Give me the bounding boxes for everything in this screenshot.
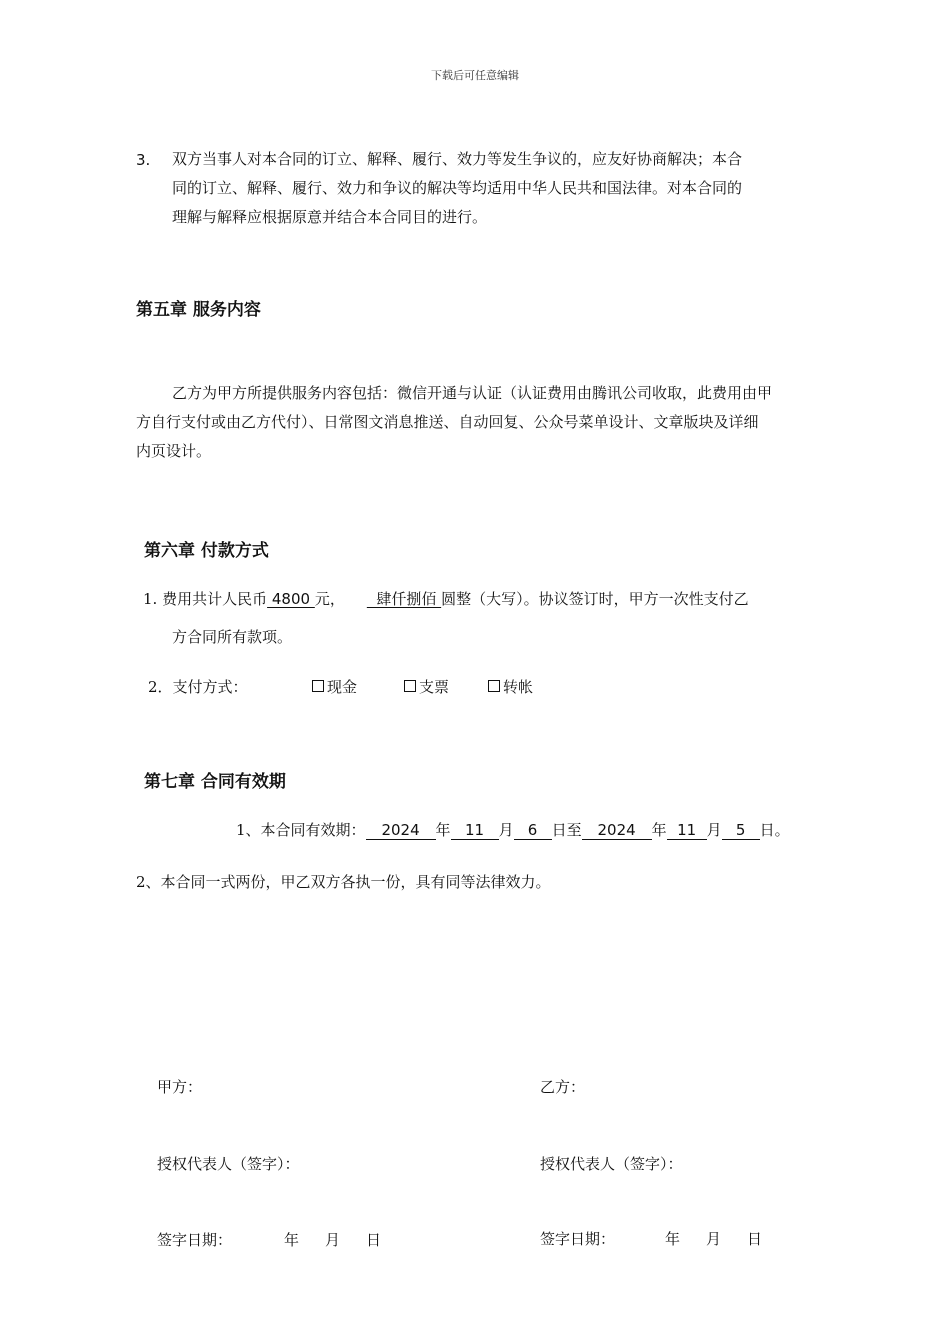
validity-prefix: 1、本合同有效期： xyxy=(236,821,366,839)
chapter-5-title: 第五章 服务内容 xyxy=(136,300,261,320)
chapter-7-title: 第七章 合同有效期 xyxy=(144,772,286,792)
chapter-5-line: 内页设计。 xyxy=(136,442,212,460)
party-a-sign-date xyxy=(157,1229,381,1250)
day-label: 日 xyxy=(747,1230,763,1248)
party-a-representative: 授权代表人（签字）： xyxy=(157,1155,300,1173)
start-year: 2024 xyxy=(366,821,436,840)
payment-option-transfer[interactable] xyxy=(488,676,533,697)
validity-copies-text: 2、本合同一式两份，甲乙双方各执一份，具有同等法律效力。 xyxy=(136,873,551,891)
checkbox-icon[interactable] xyxy=(404,680,416,692)
payment-suffix: 圆整（大写）。协议签订时，甲方一次性支付乙 xyxy=(441,590,749,608)
validity-period-line xyxy=(236,819,790,840)
chapter-5-line: 方自行支付或由乙方代付）、日常图文消息推送、自动回复、公众号菜单设计、文章版块及详细 xyxy=(136,413,759,431)
chapter-5-body xyxy=(136,379,772,466)
day-end-label: 日。 xyxy=(759,821,790,839)
chapter-6-title: 第六章 付款方式 xyxy=(144,541,269,561)
party-a-label: 甲方： xyxy=(157,1078,203,1096)
option-label: 转帐 xyxy=(503,678,534,696)
payment-amount-line xyxy=(143,588,749,609)
payment-amount: 4800 xyxy=(267,590,315,608)
day-to-label: 日至 xyxy=(551,821,582,839)
start-day: 6 xyxy=(514,821,552,840)
payment-option-cash[interactable] xyxy=(312,676,357,697)
month-label: 月 xyxy=(706,821,722,839)
year-label: 年 xyxy=(665,1230,681,1248)
party-b-sign-date xyxy=(540,1228,762,1249)
clause-3-line: 理解与解释应根据原意并结合本合同目的进行。 xyxy=(172,208,488,226)
payment-prefix: 1. 费用共计人民币 xyxy=(143,590,268,608)
date-label: 签字日期： xyxy=(540,1230,616,1248)
clause-3-line: 双方当事人对本合同的订立、解释、履行、效力等发生争议的，应友好协商解决；本合 xyxy=(172,150,743,168)
party-b-representative: 授权代表人（签字）： xyxy=(540,1155,683,1173)
page-header: 下载后可任意编辑 xyxy=(431,69,519,82)
year-label: 年 xyxy=(435,821,451,839)
month-label: 月 xyxy=(325,1231,341,1249)
payment-line-2: 方合同所有款项。 xyxy=(172,628,293,646)
payment-amount-words: 肆仟捌佰 xyxy=(366,590,442,608)
chapter-5-line: 乙方为甲方所提供服务内容包括：微信开通与认证（认证费用由腾讯公司收取，此费用由甲 xyxy=(172,384,773,402)
option-label: 现金 xyxy=(327,678,358,696)
party-b-label: 乙方： xyxy=(540,1078,586,1096)
checkbox-icon[interactable] xyxy=(312,680,324,692)
end-year: 2024 xyxy=(582,821,652,840)
year-label: 年 xyxy=(284,1231,300,1249)
end-month: 11 xyxy=(667,821,707,840)
date-label: 签字日期： xyxy=(157,1231,233,1249)
day-label: 日 xyxy=(366,1231,382,1249)
start-month: 11 xyxy=(451,821,499,840)
clause-number: 3. xyxy=(136,151,151,169)
payment-unit: 元， xyxy=(314,590,345,608)
month-label: 月 xyxy=(498,821,514,839)
clause-3-line: 同的订立、解释、履行、效力和争议的解决等均适用中华人民共和国法律。对本合同的 xyxy=(172,179,743,197)
payment-option-check[interactable] xyxy=(404,676,449,697)
clause-3-text xyxy=(172,145,742,232)
checkbox-icon[interactable] xyxy=(488,680,500,692)
option-label: 支票 xyxy=(419,678,450,696)
end-day: 5 xyxy=(722,821,760,840)
month-label: 月 xyxy=(706,1230,722,1248)
payment-method-label: 2．支付方式： xyxy=(148,678,248,696)
year-label: 年 xyxy=(651,821,667,839)
